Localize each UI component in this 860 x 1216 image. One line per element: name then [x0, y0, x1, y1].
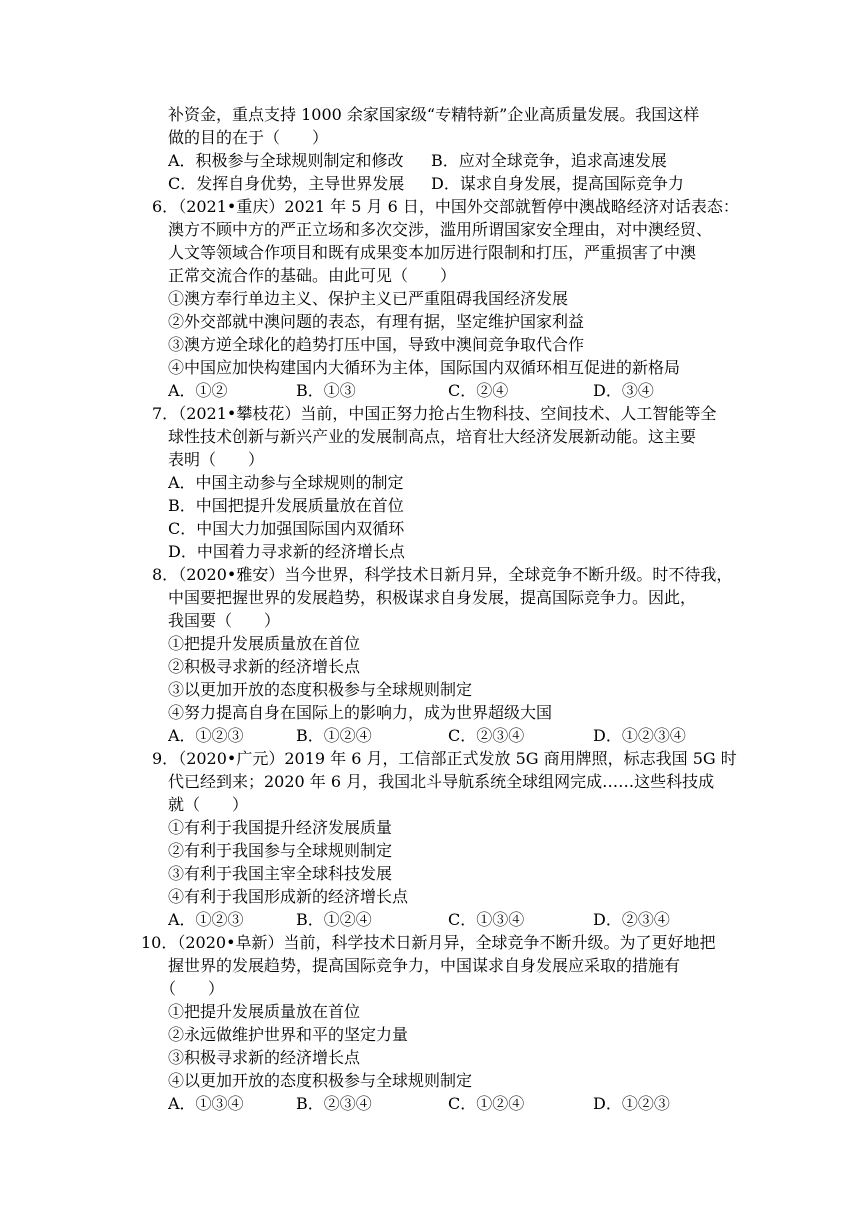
- question-7-text: （2021•攀枝花）当前，中国正努力抢占生物科技、空间技术、人工智能等全: [178, 404, 717, 423]
- option-d: D．②③④: [593, 910, 670, 929]
- question-7-stem-line: [152, 403, 742, 425]
- statement-2: ②有利于我国参与全球规则制定: [168, 841, 393, 860]
- question-9-text-line: 代已经到来；2020 年 6 月，我国北斗导航系统全球组网完成……这些科技成: [168, 772, 715, 791]
- option-c: C．②③④: [448, 726, 525, 745]
- question-number: 8．: [152, 565, 179, 584]
- option-a: A．①③④: [168, 1094, 244, 1113]
- question-10-text-line: 握世界的发展趋势，提高国际竞争力，中国谋求自身发展应采取的措施有: [168, 956, 681, 975]
- statement-4: ④中国应加快构建国内大循环为主体，国际国内双循环相互促进的新格局: [168, 358, 681, 377]
- statement-3: ③有利于我国主宰全球科技发展: [168, 864, 393, 883]
- statement-3: ③澳方逆全球化的趋势打压中国，导致中澳间竞争取代合作: [168, 335, 585, 354]
- question-7-text-line: 球性技术创新与新兴产业的发展制高点，培育壮大经济发展新动能。这主要: [168, 427, 697, 446]
- question-9-text: （2020•广元）2019 年 6 月，工信部正式发放 5G 商用牌照，标志我国 5G 时: [178, 749, 737, 768]
- question-10-text: （2020•阜新）当前，科学技术日新月异，全球竞争不断升级。为了更好地把: [177, 933, 716, 952]
- option-a: A．中国主动参与全球规则的制定: [168, 473, 404, 492]
- statement-3: ③积极寻求新的经济增长点: [168, 1048, 361, 1067]
- option-c: C．中国大力加强国际国内双循环: [168, 519, 405, 538]
- question-number: 9．: [152, 749, 179, 768]
- option-a: A．①②③: [168, 910, 244, 929]
- option-b: B．①②④: [296, 910, 372, 929]
- statement-1: ①有利于我国提升经济发展质量: [168, 818, 393, 837]
- option-c: C．①③④: [448, 910, 525, 929]
- question-10-stem-line: [141, 932, 743, 954]
- option-d: D．①②③④: [593, 726, 686, 745]
- question-8-stem-line: [152, 564, 742, 586]
- option-a: A．积极参与全球规则制定和修改: [168, 151, 404, 170]
- statement-3: ③以更加开放的态度积极参与全球规则制定: [168, 680, 473, 699]
- question-6-stem-line: [152, 196, 742, 218]
- statement-4: ④努力提高自身在国际上的影响力，成为世界超级大国: [168, 703, 553, 722]
- option-b: B．②③④: [296, 1094, 372, 1113]
- option-d: D．③④: [593, 381, 654, 400]
- question-5-text-line: 补资金，重点支持 1000 余家国家级“专精特新”企业高质量发展。我国这样: [168, 105, 700, 124]
- option-d: D．中国着力寻求新的经济增长点: [168, 542, 405, 561]
- statement-4: ④有利于我国形成新的经济增长点: [168, 887, 409, 906]
- option-c: C．发挥自身优势，主导世界发展: [168, 174, 405, 193]
- statement-1: ①把提升发展质量放在首位: [168, 634, 361, 653]
- option-a: A．①②: [168, 381, 228, 400]
- question-6-text: （2021•重庆）2021 年 5 月 6 日，中国外交部就暂停中澳战略经济对话表态：: [178, 197, 739, 216]
- question-7-text-line: 表明（ ）: [168, 450, 265, 469]
- statement-1: ①把提升发展质量放在首位: [168, 1002, 361, 1021]
- question-9-text-line: 就（ ）: [168, 795, 249, 814]
- statement-1: ①澳方奉行单边主义、保护主义已严重阻碍我国经济发展: [168, 289, 569, 308]
- statement-2: ②积极寻求新的经济增长点: [168, 657, 361, 676]
- question-10-text-line: （ ）: [160, 979, 225, 998]
- question-number: 6．: [152, 197, 179, 216]
- question-number: 7．: [152, 404, 179, 423]
- option-b: B．①②④: [296, 726, 372, 745]
- option-a: A．①②③: [168, 726, 244, 745]
- option-b: B．中国把提升发展质量放在首位: [168, 496, 404, 515]
- statement-4: ④以更加开放的态度积极参与全球规则制定: [168, 1071, 473, 1090]
- question-6-text-line: 正常交流合作的基础。由此可见（ ）: [168, 266, 457, 285]
- option-b: B．①③: [296, 381, 356, 400]
- option-d: D．谋求自身发展，提高国际竞争力: [431, 174, 684, 193]
- option-b: B．应对全球竞争，追求高速发展: [431, 151, 667, 170]
- statement-2: ②永远做维护世界和平的坚定力量: [168, 1025, 409, 1044]
- question-8-text-line: 中国要把握世界的发展趋势，积极谋求自身发展，提高国际竞争力。因此，: [168, 588, 697, 607]
- question-6-text-line: 澳方不顾中方的严正立场和多次交涉，滥用所谓国家安全理由，对中澳经贸、: [168, 220, 713, 239]
- question-5-text-line: 做的目的在于（ ）: [168, 128, 329, 147]
- statement-2: ②外交部就中澳问题的表态，有理有据，坚定维护国家利益: [168, 312, 585, 331]
- question-8-text-line: 我国要（ ）: [168, 611, 281, 630]
- option-c: C．①②④: [448, 1094, 525, 1113]
- question-9-stem-line: [152, 748, 742, 770]
- option-d: D．①②③: [593, 1094, 670, 1113]
- question-6-text-line: 人文等领域合作项目和既有成果变本加厉进行限制和打压，严重损害了中澳: [168, 243, 697, 262]
- question-number: 10．: [141, 933, 178, 952]
- question-8-text: （2020•雅安）当今世界，科学技术日新月异，全球竞争不断升级。时不待我，: [178, 565, 733, 584]
- option-c: C．②④: [448, 381, 509, 400]
